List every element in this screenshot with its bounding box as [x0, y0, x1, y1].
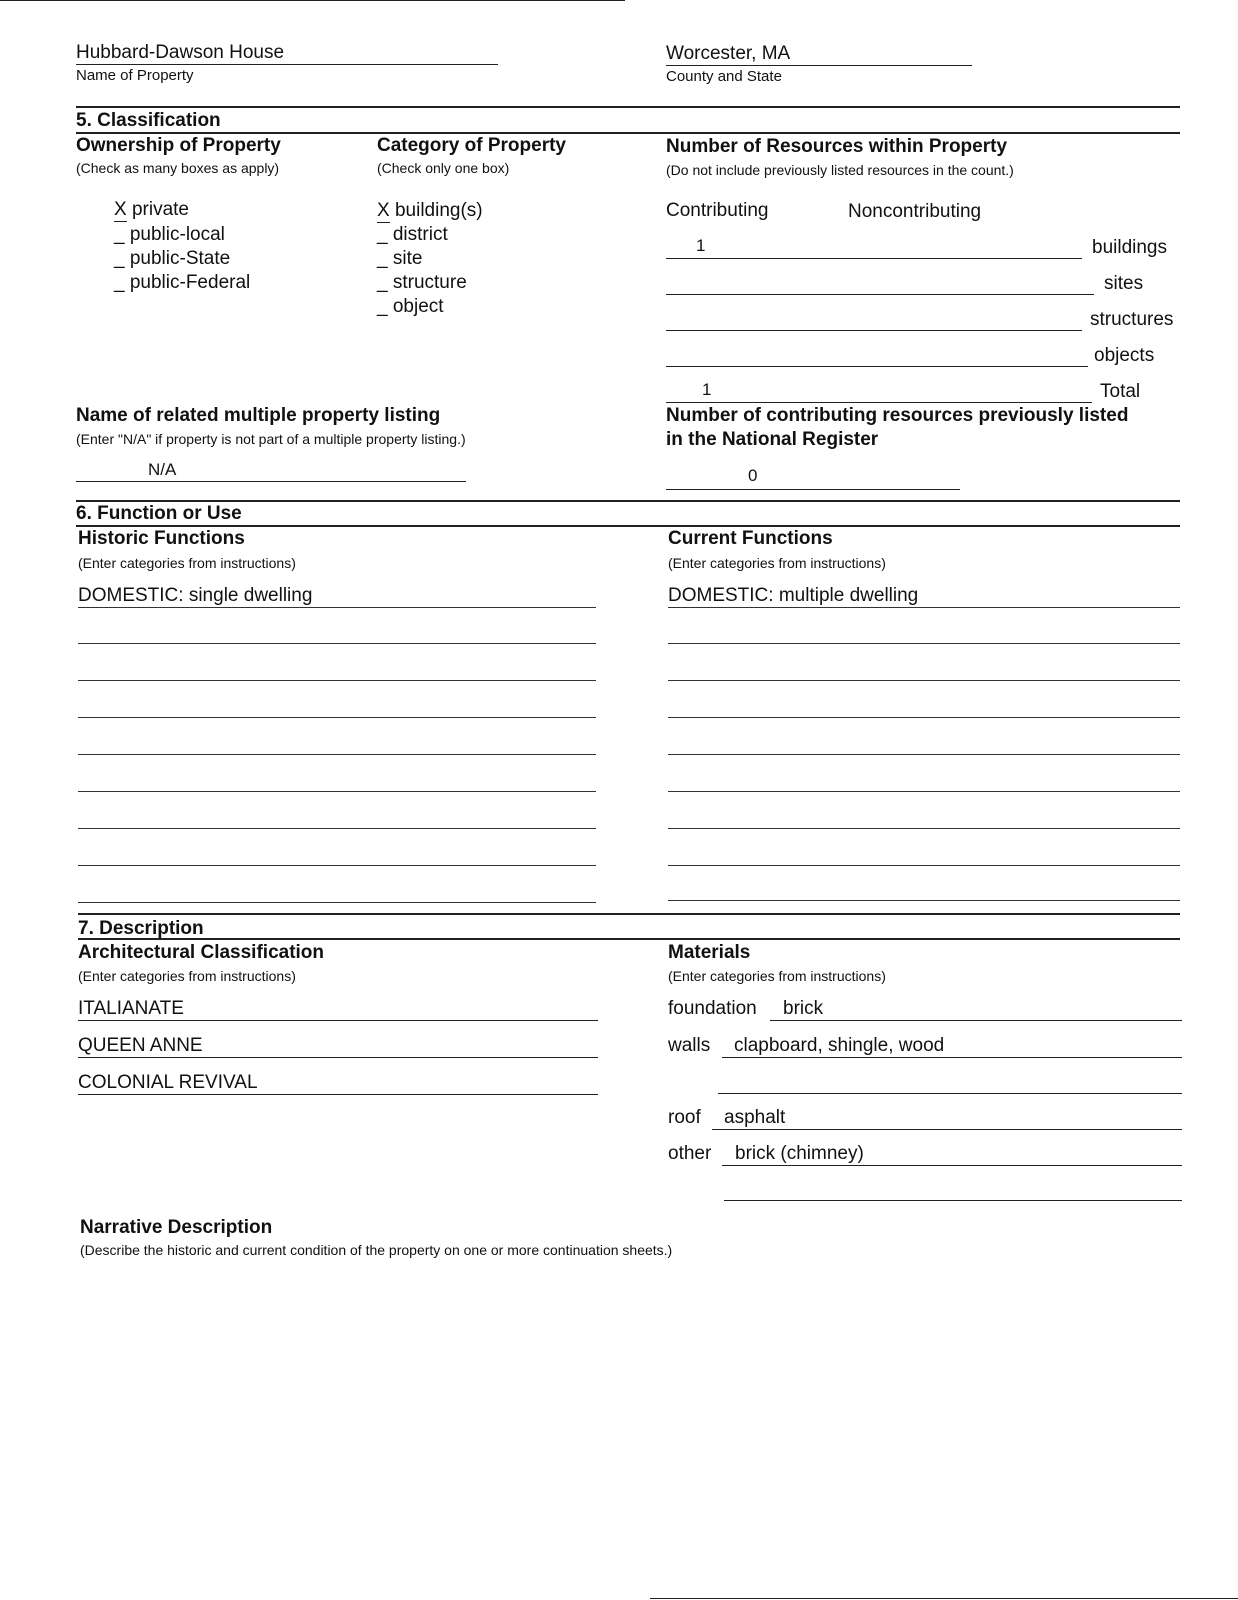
previously-listed-heading-2: in the National Register [666, 429, 879, 450]
resource-sites-label: sites [1104, 273, 1144, 294]
historic-line [78, 791, 596, 792]
arch-line [78, 1094, 598, 1095]
multiple-listing-hint: (Enter "N/A" if property is not part of a multiple property listing.) [76, 431, 466, 447]
col-noncontributing: Noncontributing [848, 201, 982, 222]
arch-classification-hint: (Enter categories from instructions) [78, 968, 296, 984]
current-line [668, 828, 1180, 829]
resource-total-line [666, 402, 1092, 403]
historic-line [78, 865, 596, 866]
resource-objects-label: objects [1094, 345, 1155, 366]
materials-hint: (Enter categories from instructions) [668, 968, 886, 984]
foundation-label: foundation [668, 998, 757, 1019]
current-functions-value[interactable]: DOMESTIC: multiple dwelling [668, 585, 919, 606]
resource-structures-line [666, 330, 1082, 331]
section7-title: 7. Description [78, 918, 204, 939]
ownership-public-local[interactable]: _ public-local [114, 224, 225, 245]
current-line [668, 754, 1180, 755]
scan-edge-top [0, 0, 625, 1]
arch-classification-item[interactable]: QUEEN ANNE [78, 1035, 203, 1056]
section6-top-rule [76, 500, 1180, 502]
arch-classification-item[interactable]: COLONIAL REVIVAL [78, 1072, 258, 1093]
previously-listed-heading-1: Number of contributing resources previously listed [666, 405, 1129, 426]
narrative-hint: (Describe the historic and current condition of the property on one or more continuation sheets.) [80, 1242, 673, 1258]
ownership-heading: Ownership of Property [76, 135, 281, 156]
multiple-listing-line [76, 481, 466, 482]
ownership-private[interactable]: X private [114, 199, 189, 220]
materials-heading: Materials [668, 942, 751, 963]
historic-functions-hint: (Enter categories from instructions) [78, 555, 296, 571]
current-functions-hint: (Enter categories from instructions) [668, 555, 886, 571]
resource-buildings-line [666, 258, 1082, 259]
category-hint: (Check only one box) [377, 160, 510, 176]
walls-value[interactable]: clapboard, shingle, wood [734, 1035, 945, 1056]
resources-heading: Number of Resources within Property [666, 136, 1008, 157]
ownership-hint: (Check as many boxes as apply) [76, 160, 280, 176]
other-value[interactable]: brick (chimney) [735, 1143, 864, 1164]
current-line [668, 607, 1180, 608]
walls-line [722, 1057, 1182, 1058]
county-state: Worcester, MA [666, 43, 791, 64]
historic-line [78, 902, 596, 903]
current-line [668, 643, 1180, 644]
arch-classification-heading: Architectural Classification [78, 942, 325, 963]
category-district[interactable]: _ district [377, 224, 448, 245]
arch-classification-item[interactable]: ITALIANATE [78, 998, 184, 1019]
section5-title: 5. Classification [76, 110, 221, 131]
foundation-value[interactable]: brick [783, 998, 824, 1019]
resource-total-contributing[interactable]: 1 [702, 380, 712, 399]
current-line [668, 680, 1180, 681]
resource-objects-line [666, 366, 1088, 367]
current-line [668, 791, 1180, 792]
section7-title-rule [78, 938, 1180, 940]
previously-listed-value[interactable]: 0 [748, 466, 758, 485]
resource-buildings-contributing[interactable]: 1 [696, 236, 706, 255]
walls-line-2 [718, 1093, 1182, 1094]
current-functions-heading: Current Functions [668, 528, 833, 549]
roof-line [712, 1129, 1182, 1130]
ownership-public-federal[interactable]: _ public-Federal [114, 272, 251, 293]
section5-top-rule [76, 106, 1180, 108]
category-object[interactable]: _ object [377, 296, 444, 317]
previously-listed-line [666, 489, 960, 490]
section6-title: 6. Function or Use [76, 503, 242, 524]
foundation-line [770, 1020, 1182, 1021]
other-line [722, 1165, 1182, 1166]
section5-title-rule [76, 132, 1180, 134]
resource-buildings-label: buildings [1092, 237, 1167, 258]
current-line [668, 865, 1180, 866]
resource-total-label: Total [1100, 381, 1141, 402]
roof-value[interactable]: asphalt [724, 1107, 786, 1128]
other-label: other [668, 1143, 712, 1164]
historic-line [78, 680, 596, 681]
multiple-listing-heading: Name of related multiple property listing [76, 405, 441, 426]
historic-line [78, 607, 596, 608]
category-site[interactable]: _ site [377, 248, 423, 269]
county-state-label: County and State [666, 68, 782, 85]
category-heading: Category of Property [377, 135, 566, 156]
historic-functions-value[interactable]: DOMESTIC: single dwelling [78, 585, 313, 606]
section7-top-rule [78, 913, 1180, 915]
resource-structures-label: structures [1090, 309, 1174, 330]
arch-line [78, 1057, 598, 1058]
historic-line [78, 828, 596, 829]
county-state-line [666, 65, 972, 66]
arch-line [78, 1020, 598, 1021]
property-name-label: Name of Property [76, 67, 194, 84]
current-line [668, 717, 1180, 718]
property-name: Hubbard-Dawson House [76, 42, 285, 63]
section6-title-rule [76, 525, 1180, 527]
property-name-line [76, 64, 498, 65]
current-line [668, 900, 1180, 901]
historic-functions-heading: Historic Functions [78, 528, 245, 549]
other-line-2 [724, 1200, 1182, 1201]
category-buildings[interactable]: X building(s) [377, 200, 483, 221]
historic-line [78, 717, 596, 718]
category-structure[interactable]: _ structure [377, 272, 467, 293]
ownership-public-state[interactable]: _ public-State [114, 248, 231, 269]
col-contributing: Contributing [666, 200, 769, 221]
roof-label: roof [668, 1107, 701, 1128]
walls-label: walls [668, 1035, 711, 1056]
historic-line [78, 754, 596, 755]
scan-edge-bottom [650, 1598, 1238, 1599]
multiple-listing-value[interactable]: N/A [148, 460, 177, 479]
resource-sites-line [666, 294, 1094, 295]
narrative-heading: Narrative Description [80, 1217, 273, 1238]
historic-line [78, 643, 596, 644]
resources-hint: (Do not include previously listed resources in the count.) [666, 162, 1014, 178]
